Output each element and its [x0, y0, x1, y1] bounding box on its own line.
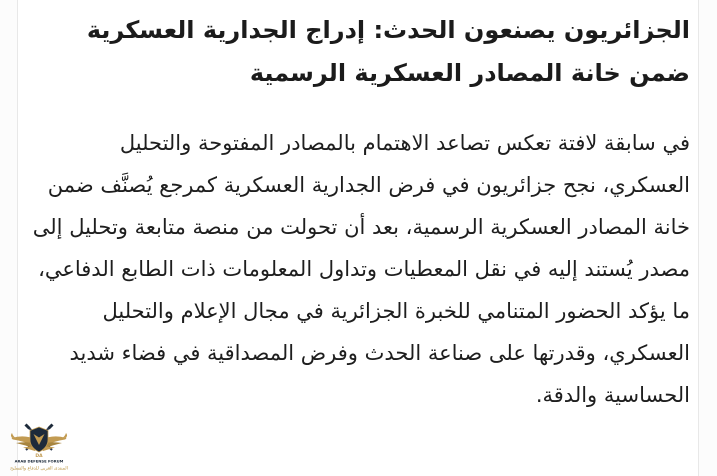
- arab-defense-forum-emblem-icon: [9, 420, 69, 474]
- article-title: الجزائريون يصنعون الحدث: إدراج الجدارية العسكرية ضمن خانة المصادر العسكرية الرسمية: [86, 16, 690, 87]
- article-body: في سابقة لافتة تعكس تصاعد الاهتمام بالمصادر المفتوحة والتحليل العسكري، نجح جزائريون في فرض الجدارية العسكرية كمرجع يُصنَّف ضمن خانة المصادر العسكرية الرسمية، بعد أن تحولت من منصة متابعة وتحليل إلى مصدر يُستند إليه في نقل المعطيات وتداول المعلومات ذات الطابع الدفاعي، ما يؤكد الحضور المتنامي للخبرة الجزائرية في مجال الإعلام والتحليل العسكري، وقدرتها على صناعة الحدث وفرض المصداقية في فضاء شديد الحساسية والدقة.: [32, 131, 690, 407]
- logo-name-ar: المنتدى العربي للدفاع والتسليح: [10, 466, 68, 472]
- forum-watermark-logo: [9, 420, 69, 474]
- logo-monogram: DA: [35, 454, 43, 459]
- logo-name-en: ARAB DEFENSE FORUM: [14, 459, 64, 464]
- article-panel: [14, 0, 699, 476]
